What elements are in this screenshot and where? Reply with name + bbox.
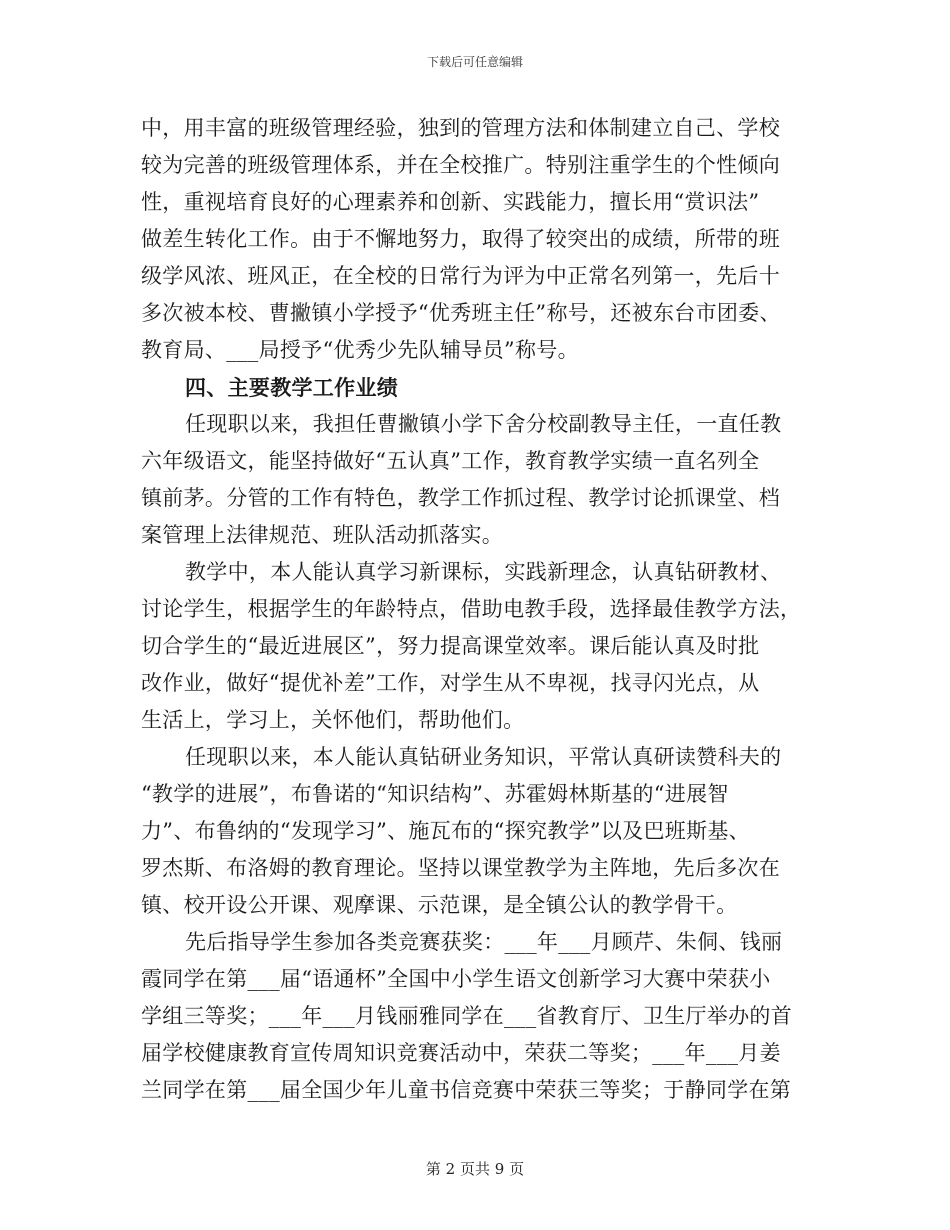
body-line: 兰同学在第___届全国少年儿童书信竞赛中荣获三等奖；于静同学在第	[141, 1078, 792, 1102]
body-line: 教育局、___局授予“优秀少先队辅导员”称号。	[141, 338, 579, 362]
body-line: 镇前茅。分管的工作有特色，教学工作抓过程、教学讨论抓课堂、档	[141, 486, 780, 510]
section-heading: 四、主要教学工作业绩	[185, 375, 398, 400]
body-line: 罗杰斯、布洛姆的教育理论。坚持以课堂教学为主阵地，先后多次在	[141, 856, 780, 880]
body-line: 学组三等奖；___年___月钱丽雅同学在___省教育厅、卫生厅举办的首	[141, 1004, 792, 1028]
body-line: 镇、校开设公开课、观摩课、示范课，是全镇公认的教学骨干。	[141, 893, 738, 917]
body-line: 级学风浓、班风正，在全校的日常行为评为中正常名列第一，先后十	[141, 264, 780, 288]
body-line: 霞同学在第___届“语通杯”全国中小学生语文创新学习大赛中荣获小	[141, 967, 771, 991]
body-line: 多次被本校、曹撇镇小学授予“优秀班主任”称号，还被东台市团委、	[141, 301, 781, 325]
page-header: 下载后可任意编辑	[426, 55, 523, 69]
body-line: 性，重视培育良好的心理素养和创新、实践能力，擅长用“赏识法”	[141, 190, 760, 214]
body-line: 届学校健康教育宣传周知识竞赛活动中，荣获二等奖；___年___月姜	[141, 1041, 781, 1065]
document-body	[141, 110, 803, 1109]
body-line: 切合学生的“最近进展区”，努力提高课堂效率。课后能认真及时批	[141, 634, 760, 658]
body-line: 力”、布鲁纳的“发现学习”、施瓦布的“探究教学”以及巴班斯基、	[141, 819, 750, 843]
paragraph-first-line: 教学中，本人能认真学习新课标，实践新理念，认真钻研教材、	[185, 560, 782, 584]
body-line: 讨论学生，根据学生的年龄特点，借助电教手段，选择最佳教学方法，	[141, 597, 802, 621]
paragraph-first-line: 任现职以来，本人能认真钻研业务知识，平常认真研读赞科夫的	[185, 745, 782, 769]
paragraph-first-line: 任现职以来，我担任曹撇镇小学下舍分校副教导主任，一直任教	[185, 412, 782, 436]
body-line: 较为完善的班级管理体系，并在全校推广。特别注重学生的个性倾向	[141, 153, 780, 177]
body-line: 做差生转化工作。由于不懈地努力，取得了较突出的成绩，所带的班	[141, 227, 780, 251]
body-line: 改作业，做好“提优补差”工作，对学生从不卑视，找寻闪光点，从	[141, 671, 760, 695]
page-footer: 第 2 页共 9 页	[425, 1160, 525, 1178]
paragraph-first-line: 先后指导学生参加各类竞赛获奖：___年___月顾芹、朱侗、钱丽	[185, 930, 783, 954]
body-line: 案管理上法律规范、班队活动抓落实。	[141, 523, 504, 547]
body-line: 中，用丰富的班级管理经验，独到的管理方法和体制建立自己、学校	[141, 116, 780, 140]
body-line: 生活上，学习上，关怀他们，帮助他们。	[141, 708, 525, 732]
body-line: 六年级语文，能坚持做好“五认真”工作，教育教学实绩一直名列全	[141, 449, 760, 473]
body-line: “教学的进展”，布鲁诺的“知识结构”、苏霍姆林斯基的“进展智	[141, 782, 729, 806]
